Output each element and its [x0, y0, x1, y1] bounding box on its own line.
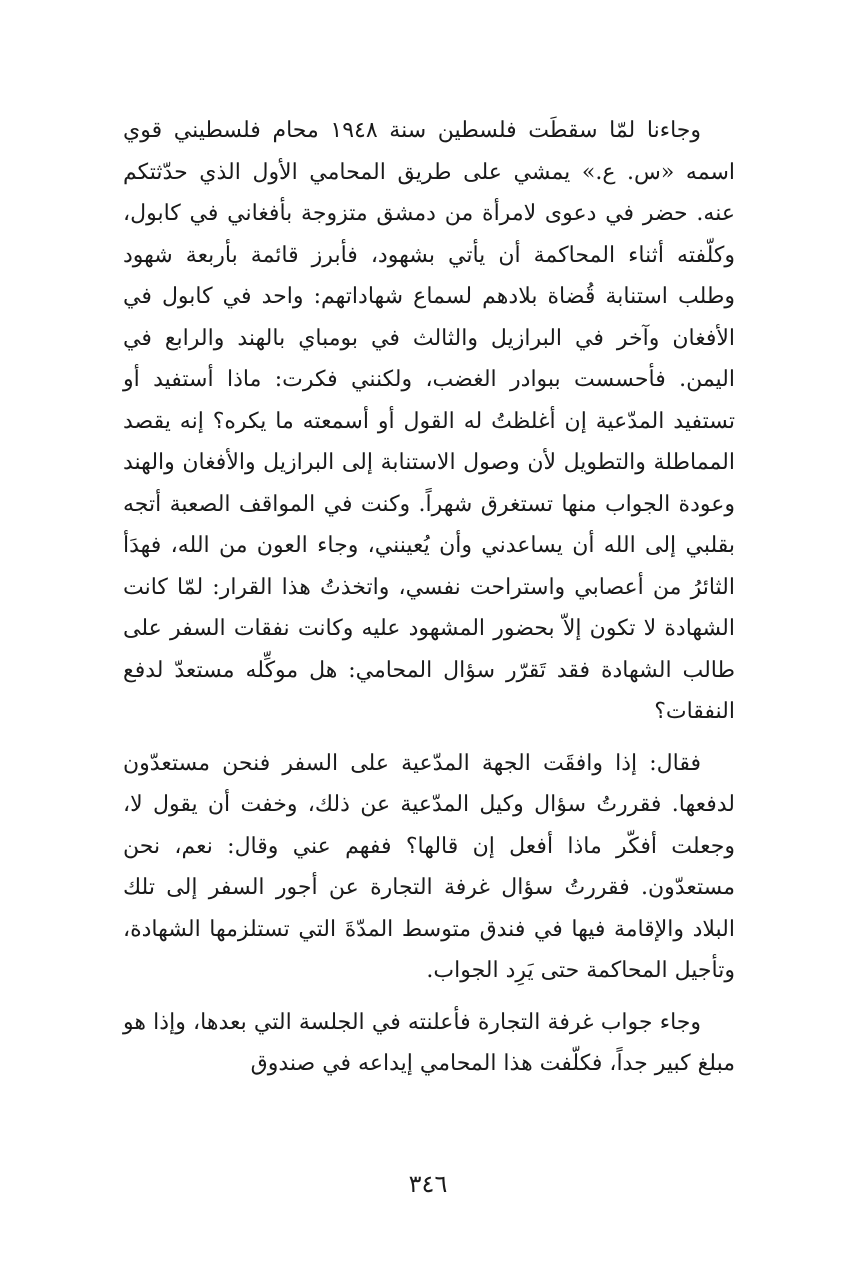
paragraph-3: وجاء جواب غرفة التجارة فأعلنته في الجلسة التي بعدها، وإذا هو مبلغ كبير جداً، فكلّفت هذا المحامي إيداعه في صندوق: [123, 1009, 735, 1076]
body-text: [123, 110, 735, 1085]
paragraph-2: فقال: إذا وافقَت الجهة المدّعية على السفر فنحن مستعدّون لدفعها. فقررتُ سؤال وكيل المدّعية عن ذلك، وخفت أن يقول لا، وجعلت أفكّر ماذا أفعل إن قالها؟ ففهم عني وقال: نعم، نحن مستعدّون. فقررتُ سؤال غرفة التجارة عن أجور السفر إلى تلك البلاد والإقامة فيها في فندق متوسط المدّةَ التي تستلزمها الشهادة، وتأجيل المحاكمة حتى يَرِد الجواب.: [123, 750, 735, 983]
page-number: ٣٤٦: [408, 1170, 448, 1198]
paragraph-1: وجاءنا لمّا سقطَت فلسطين سنة ١٩٤٨ محام فلسطيني قوي اسمه «س. ع.» يمشي على طريق المحامي الأول الذي حدّثتكم عنه. حضر في دعوى لامرأة من دمشق متزوجة بأفغاني في كابول، وكلّفته أثناء المحاكمة أن يأتي بشهود، فأبرز قائمة بأربعة شهود وطلب استنابة قُضاة بلادهم لسماع شهاداتهم: واحد في كابول في الأفغان وآخر في البرازيل والثالث في بومباي بالهند والرابع في اليمن. فأحسست ببوادر الغضب، ولكنني فكرت: ماذا أستفيد أو تستفيد المدّعية إن أغلظتُ له القول أو أسمعته ما يكره؟ إنه يقصد المماطلة والتطويل لأن وصول الاستنابة إلى البرازيل والأفغان والهند وعودة الجواب منها تستغرق شهراً. وكنت في المواقف الصعبة أتجه بقلبي إلى الله أن يساعدني وأن يُعينني، وجاء العون من الله، فهدَأ الثائرُ من أعصابي واستراحت نفسي، واتخذتُ هذا القرار: لمّا كانت الشهادة لا تكون إلاّ بحضور المشهود عليه وكانت نفقات السفر على طالب الشهادة فقد تَقرّر سؤال المحامي: هل موكِّله مستعدّ لدفع النفقات؟: [123, 118, 735, 724]
